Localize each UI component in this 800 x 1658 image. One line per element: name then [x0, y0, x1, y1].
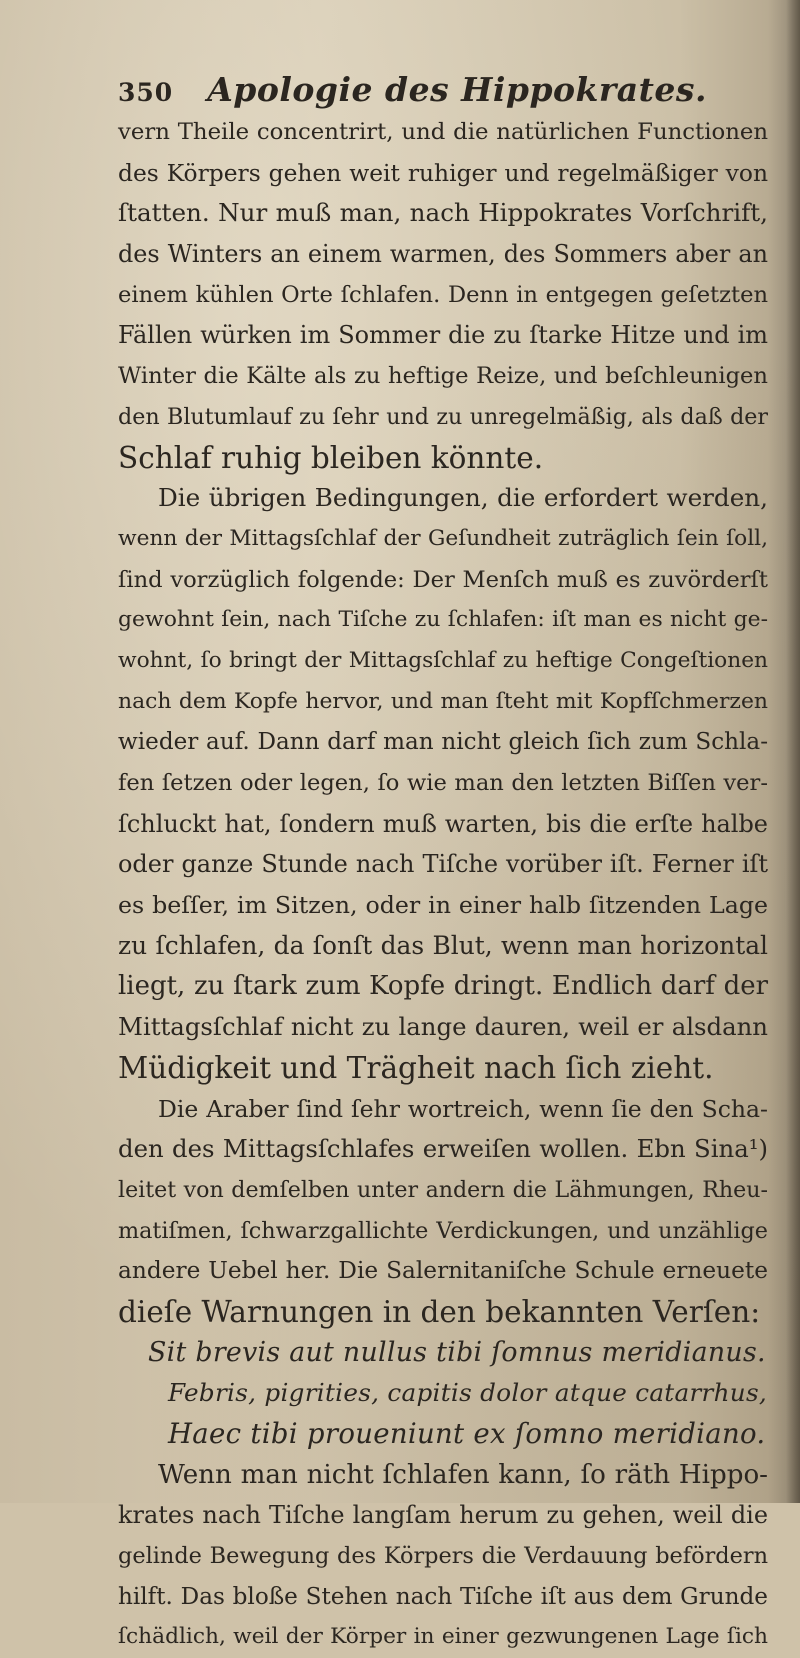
page-edge-shadow: [786, 0, 800, 1503]
text-line: dieſe Warnungen in den bekannten Verſen:: [118, 1294, 761, 1329]
text-line: Wenn man nicht ſchlafen kann, ſo räth Hippo-: [158, 1459, 768, 1490]
text-line: Fällen würken im Sommer die zu ſtarke Hitze und im: [118, 321, 768, 350]
page-number: 350: [118, 78, 174, 107]
text-line: nach dem Kopfe hervor, und man ſteht mit Kopfſchmerzen: [118, 688, 768, 714]
text-line: Febris, pigrities, capitis dolor atque catarrhus,: [168, 1378, 768, 1408]
text-line: zu ſchlafen, da ſonſt das Blut, wenn man horizontal: [118, 930, 768, 960]
text-line: des Körpers gehen weit ruhiger und regelmäßiger von: [118, 158, 768, 187]
text-line: vern Theile concentrirt, und die natürlichen Functionen: [118, 119, 768, 145]
text-line: Müdigkeit und Trägheit nach ſich zieht.: [118, 1050, 714, 1085]
text-line: Mittagsſchlaf nicht zu lange dauren, weil er alsdann: [118, 1012, 768, 1042]
text-line: wohnt, ſo bringt der Mittagsſchlaf zu heftige Congeſtionen: [118, 647, 768, 673]
text-line: den Blutumlauf zu ſehr und zu unregelmäßig, als daß der: [118, 403, 768, 430]
text-line: leitet von demſelben unter andern die Lähmungen, Rheu-: [118, 1176, 768, 1203]
text-line: andere Uebel her. Die Salernitaniſche Schule erneuete: [118, 1257, 768, 1285]
text-line: den des Mittagsſchlafes erweiſen wollen. Ebn Sina¹): [118, 1134, 768, 1164]
text-line: es beſſer, im Sitzen, oder in einer halb ſitzenden Lage: [118, 891, 768, 920]
text-line: einem kühlen Orte ſchlafen. Denn in entgegen geſetzten: [118, 281, 768, 308]
text-line: Haec tibi proueniunt ex ſomno meridiano.: [168, 1418, 766, 1450]
text-line: Die Araber ſind ſehr wortreich, wenn ſie den Scha-: [158, 1094, 768, 1123]
body-text: [118, 112, 768, 1658]
text-line: ſchluckt hat, ſondern muß warten, bis die erſte halbe: [118, 809, 768, 838]
text-line: krates nach Tiſche langſam herum zu gehen, weil die: [118, 1501, 768, 1530]
text-line: Schlaf ruhig bleiben könnte.: [118, 440, 544, 475]
running-title: Apologie des Hippokrates.: [207, 70, 707, 109]
text-line: wenn der Mittagsſchlaf der Geſundheit zuträglich ſein ſoll,: [118, 525, 768, 551]
text-line: oder ganze Stunde nach Tiſche vorüber iſt. Ferner iſt: [118, 850, 768, 879]
text-line: hilft. Das bloße Stehen nach Tiſche iſt aus dem Grunde: [118, 1583, 768, 1610]
text-line: ſtatten. Nur muß man, nach Hippokrates Vorſchrift,: [118, 198, 768, 228]
text-line: liegt, zu ſtark zum Kopfe dringt. Endlich darf der: [118, 971, 768, 1002]
text-line: gewohnt ſein, nach Tiſche zu ſchlafen: iſt man es nicht ge-: [118, 607, 768, 633]
text-line: wieder auf. Dann darf man nicht gleich ſich zum Schla-: [118, 729, 768, 756]
text-line: Winter die Kälte als zu heftige Reize, und beſchleunigen: [118, 363, 768, 390]
text-line: des Winters an einem warmen, des Sommers aber an: [118, 240, 768, 269]
text-line: Sit brevis aut nullus tibi ſomnus meridianus.: [148, 1336, 766, 1368]
page-header: [118, 70, 758, 110]
text-line: gelinde Bewegung des Körpers die Verdauung befördern: [118, 1543, 768, 1570]
text-line: ſchädlich, weil der Körper in einer gezwungenen Lage ſich: [118, 1624, 768, 1650]
text-line: Die übrigen Bedingungen, die erfordert werden,: [158, 483, 768, 513]
text-line: matiſmen, ſchwarzgallichte Verdickungen, und unzählige: [118, 1217, 768, 1244]
text-line: fen ſetzen oder legen, ſo wie man den letzten Biſſen ver-: [118, 770, 768, 796]
text-line: ſind vorzüglich folgende: Der Menſch muß es zuvörderſt: [118, 566, 768, 593]
